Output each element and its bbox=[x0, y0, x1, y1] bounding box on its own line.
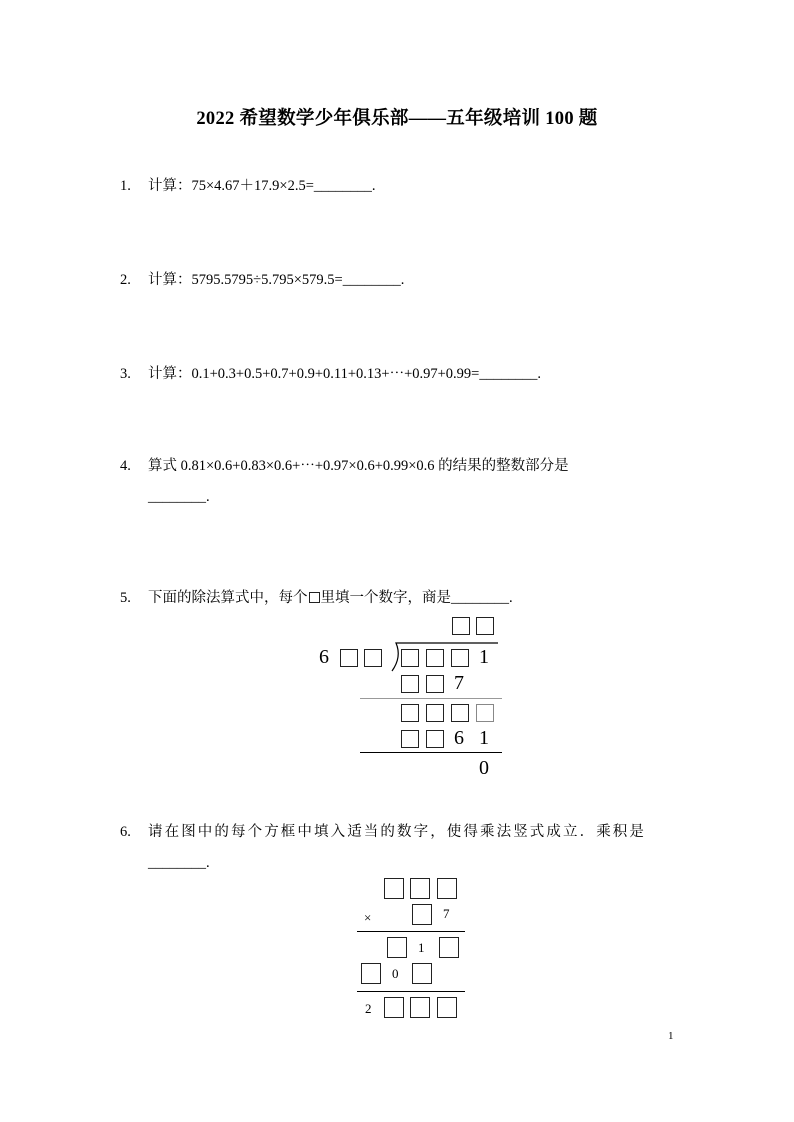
multiplication-line-2 bbox=[357, 991, 465, 992]
multiplier-box bbox=[412, 904, 432, 925]
multiplication-line-1 bbox=[357, 931, 465, 932]
multiplicand-box bbox=[410, 878, 430, 899]
multiplicand-box bbox=[437, 878, 457, 899]
question-4-answer-blank: ________. bbox=[148, 489, 210, 505]
question-text-b: 里填一个数字，商是________. bbox=[320, 590, 513, 606]
remainder-digit: 0 bbox=[479, 757, 489, 779]
step2-box bbox=[476, 704, 494, 722]
step1-digit: 7 bbox=[454, 672, 464, 694]
question-number: 3. bbox=[120, 366, 131, 382]
step1-box bbox=[426, 675, 444, 693]
question-3 bbox=[120, 363, 541, 385]
question-4 bbox=[120, 455, 569, 477]
question-text: 请在图中的每个方框中填入适当的数字，使得乘法竖式成立．乘积是 bbox=[148, 824, 646, 840]
step1-box bbox=[401, 675, 419, 693]
partial1-digit: 1 bbox=[418, 940, 425, 955]
question-number: 4. bbox=[120, 458, 131, 474]
quotient-box bbox=[452, 617, 470, 635]
product-box bbox=[410, 997, 430, 1018]
question-text: 计算：75×4.67＋17.9×2.5=________. bbox=[148, 178, 376, 194]
partial2-box bbox=[412, 963, 432, 984]
multiplier-digit: 7 bbox=[443, 906, 450, 921]
question-text: 下面的除法算式中，每个 bbox=[148, 590, 308, 606]
step2-box bbox=[451, 704, 469, 722]
quotient-box bbox=[476, 617, 494, 635]
step3-box bbox=[401, 730, 419, 748]
question-number: 6. bbox=[120, 824, 131, 840]
dividend-digit: 1 bbox=[479, 646, 489, 668]
question-text: 计算：5795.5795÷5.795×579.5=________. bbox=[148, 272, 405, 288]
partial1-box bbox=[439, 937, 459, 958]
partial2-digit: 0 bbox=[392, 966, 399, 981]
question-2 bbox=[120, 269, 404, 291]
question-number: 5. bbox=[120, 590, 131, 606]
multiplicand-box bbox=[384, 878, 404, 899]
question-6 bbox=[120, 821, 646, 843]
product-box bbox=[437, 997, 457, 1018]
product-digit: 2 bbox=[365, 1001, 372, 1016]
dividend-box bbox=[451, 649, 469, 667]
question-6-answer-blank: ________. bbox=[148, 855, 210, 871]
question-1 bbox=[120, 175, 376, 197]
divisor-digit: 6 bbox=[319, 646, 329, 668]
division-line-1 bbox=[360, 698, 502, 699]
step3-digit: 1 bbox=[479, 727, 489, 749]
small-box-icon bbox=[309, 592, 320, 603]
question-number: 2. bbox=[120, 272, 131, 288]
step3-digit: 6 bbox=[454, 727, 464, 749]
product-box bbox=[384, 997, 404, 1018]
question-5 bbox=[120, 587, 513, 609]
times-sign: × bbox=[364, 910, 372, 925]
dividend-box bbox=[401, 649, 419, 667]
dividend-box bbox=[426, 649, 444, 667]
divisor-box bbox=[340, 649, 358, 667]
step2-box bbox=[426, 704, 444, 722]
page-number: 1 bbox=[668, 1030, 674, 1042]
question-text: 计算：0.1+0.3+0.5+0.7+0.9+0.11+0.13+⋯+0.97+0.99=________. bbox=[148, 366, 541, 382]
step2-box bbox=[401, 704, 419, 722]
division-line-2 bbox=[360, 752, 502, 753]
question-text: 算式 0.81×0.6+0.83×0.6+⋯+0.97×0.6+0.99×0.6 的结果的整数部分是 bbox=[148, 458, 569, 474]
question-number: 1. bbox=[120, 178, 131, 194]
step3-box bbox=[426, 730, 444, 748]
page-title: 2022 希望数学少年俱乐部——五年级培训 100 题 bbox=[196, 109, 598, 129]
partial1-box bbox=[387, 937, 407, 958]
partial2-box bbox=[361, 963, 381, 984]
